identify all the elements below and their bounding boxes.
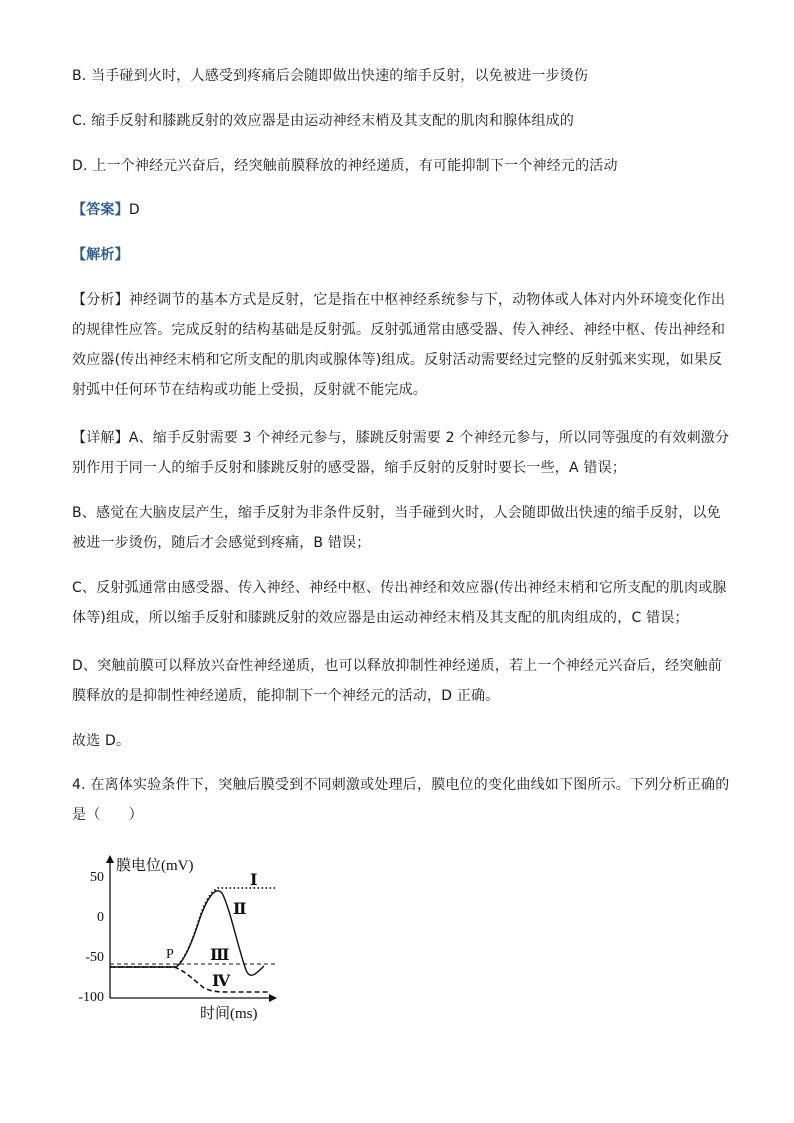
option-b: B. 当手碰到火时，人感受到疼痛后会随即做出快速的缩手反射，以免被进一步烫伤 xyxy=(72,68,589,84)
fenxi-line-3: 效应器(传出神经末梢和它所支配的肌肉或腺体等)组成。反射活动需要经过完整的反射弧来实现，如果反 xyxy=(72,352,723,368)
answer-value: D xyxy=(128,202,140,218)
fenxi-tag: 【分析】 xyxy=(72,292,129,308)
curve-i xyxy=(110,888,276,967)
fenxi-text-1: 神经调节的基本方式是反射，它是指在中枢神经系统参与下，动物体或人体对内外环境变化作出 xyxy=(128,292,726,308)
answer-tag: 【答案】 xyxy=(72,202,129,218)
curve-label-iii: Ⅲ xyxy=(210,947,230,964)
xiangjie-line-c2: 体等)组成，所以缩手反射和膝跳反射的效应器是由运动神经末梢及其支配的肌肉组成的，C 错误； xyxy=(72,610,689,626)
xiangjie-line-c1: C、反射弧通常由感受器、传入神经、神经中枢、传出神经和效应器(传出神经末梢和它所支配的肌肉或腺 xyxy=(72,580,727,596)
xiangjie-line-b1: B、感觉在大脑皮层产生，缩手反射为非条件反射，当手碰到火时，人会随即做出快速的缩手反射，以免 xyxy=(72,505,721,521)
answer-line xyxy=(72,200,140,220)
analysis-heading xyxy=(72,245,129,265)
y-tick-50: 50 xyxy=(90,870,104,885)
xiangjie-line-d2: 膜释放的是抑制性神经递质，能抑制下一个神经元的活动，D 正确。 xyxy=(72,688,500,704)
curve-label-iv: Ⅳ xyxy=(212,973,231,990)
analysis-tag: 【解析】 xyxy=(72,247,129,263)
x-axis-label: 时间(ms) xyxy=(200,1006,258,1022)
xiangjie-tag: 【详解】 xyxy=(72,430,129,446)
curve-label-i: Ⅰ xyxy=(250,872,258,889)
membrane-potential-figure xyxy=(70,848,290,1028)
fenxi-line-4: 射弧中任何环节在结构或功能上受损，反射就不能完成。 xyxy=(72,382,427,398)
fenxi-line-2: 的规律性应答。完成反射的结构基础是反射弧。反射弧通常由感受器、传入神经、神经中枢、传出神经和 xyxy=(72,322,726,338)
y-tick-minus-100: -100 xyxy=(78,990,104,1005)
point-p-label: P xyxy=(166,947,174,962)
xiangjie-line-a1 xyxy=(72,428,729,448)
xiangjie-line-a2: 别作用于同一人的缩手反射和膝跳反射的感受器，缩手反射的反射时要长一些，A 错误； xyxy=(72,460,627,476)
curve-label-ii: Ⅱ xyxy=(233,901,247,918)
xiangjie-line-b2: 被进一步烫伤，随后才会感觉到疼痛，B 错误； xyxy=(72,535,371,551)
y-tick-minus-50: -50 xyxy=(85,950,104,965)
option-c: C. 缩手反射和膝跳反射的效应器是由运动神经末梢及其支配的肌肉和腺体组成的 xyxy=(72,113,575,129)
y-tick-0: 0 xyxy=(97,910,104,925)
conclusion: 故选 D。 xyxy=(72,733,131,749)
question-4-line-1: 4. 在离体实验条件下，突触后膜受到不同刺激或处理后，膜电位的变化曲线如下图所示。下列分析正确的 xyxy=(72,777,730,793)
xiangjie-text-a1: A、缩手反射需要 3 个神经元参与，膝跳反射需要 2 个神经元参与，所以同等强度的有效刺激分 xyxy=(128,430,730,446)
fenxi-line-1 xyxy=(72,290,725,310)
y-axis-label: 膜电位(mV) xyxy=(116,858,194,874)
question-4-line-2: 是（ ） xyxy=(72,807,143,823)
option-d: D. 上一个神经元兴奋后，经突触前膜释放的神经递质，有可能抑制下一个神经元的活动 xyxy=(72,158,618,174)
xiangjie-line-d1: D、突触前膜可以释放兴奋性神经递质，也可以释放抑制性神经递质，若上一个神经元兴奋后，经突触前 xyxy=(72,658,722,674)
